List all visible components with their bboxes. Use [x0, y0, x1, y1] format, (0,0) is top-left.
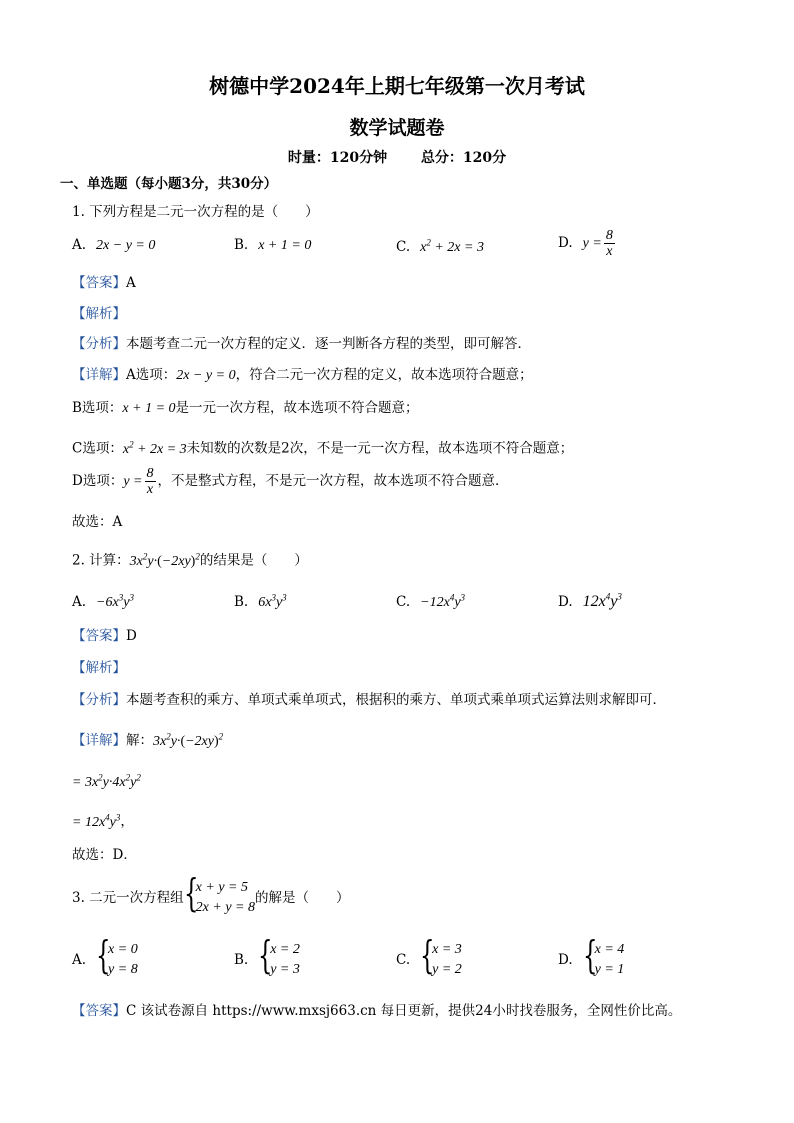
- q1-detail-b: B选项：x + 1 = 0是一元一次方程，故本选项不符合题意；: [72, 400, 419, 416]
- q1-answer: 【答案】A: [72, 275, 136, 291]
- q1-stem: 1. 下列方程是二元一次方程的是（ ）: [72, 204, 319, 220]
- exam-meta: [0, 147, 794, 167]
- q2-option-a: A. $-6x^3y^3$: [72, 592, 134, 610]
- q3-option-b: B. { x = 2 y = 3: [234, 933, 300, 977]
- q3-answer: 【答案】C 该试卷源自 https://www.mxsj663.cn 每日更新，提供24小时找卷服务，全网性价比高。: [72, 1003, 682, 1019]
- q1-choose: 故选：A: [72, 514, 123, 530]
- q3-stem: 3. 二元一次方程组 { x + y = 5 2x + y = 8 的解是（ ）: [72, 878, 350, 918]
- q2-answer: 【答案】D: [72, 628, 137, 644]
- section-heading: 一、单选题（每小题3分，共30分）: [60, 176, 278, 192]
- q2-detail: 【详解】解：$3x^2y\cdot(-2xy)^2$: [72, 731, 224, 749]
- q2-stem: 2. 计算：$3x^2y\cdot(-2xy)^2$的结果是（ ）: [72, 551, 308, 569]
- q1-option-c: C. $x^2 + 2x = 3$: [396, 237, 484, 255]
- q1-option-b: B. x + 1 = 0: [234, 237, 312, 253]
- exam-subject: 数学试题卷: [349, 117, 445, 139]
- q3-option-a: A. { x = 0 y = 8: [72, 933, 138, 977]
- q2-option-c: C. $-12x^4y^3$: [396, 592, 466, 610]
- q3-option-c: C. { x = 3 y = 2: [396, 933, 462, 977]
- q1-detail-d: D选项：y = $\frac{8}{x}$ ，不是整式方程，不是元一次方程，故本选项不符合题意．: [72, 466, 509, 497]
- q3-system: { x + y = 5 2x + y = 8: [183, 871, 255, 915]
- q1-option-a: A. 2x − y = 0: [72, 237, 156, 253]
- q2-step-1: = $3x^2y\cdot 4x^2y^2$: [72, 772, 141, 790]
- q1-fenxi: 【分析】本题考查二元一次方程的定义．逐一判断各方程的类型，即可解答．: [72, 336, 531, 352]
- q3-option-d: D. { x = 4 y = 1: [558, 933, 625, 977]
- total-score: 总分：120分: [420, 150, 507, 166]
- q1-option-d: D. y = $\frac{8}{x}$: [558, 228, 613, 259]
- q2-choose: 故选：D．: [72, 847, 137, 863]
- q2-option-d: D. $12x^4y^3$: [558, 592, 622, 611]
- q2-fenxi: 【分析】本题考查积的乘方、单项式乘单项式，根据积的乘方、单项式乘单项式运算法则求解即可．: [72, 692, 666, 708]
- q2-analysis-label: 【解析】: [72, 660, 126, 676]
- exam-title: 树德中学2024年上期七年级第一次月考试: [209, 74, 585, 98]
- q1-analysis-label: 【解析】: [72, 306, 126, 322]
- q2-step-2: = $12x^4y^3$，: [72, 812, 134, 830]
- q2-option-b: B. $6x^3y^3$: [234, 592, 287, 610]
- q1-detail-a: 【详解】A选项：2x − y = 0，符合二元一次方程的定义，故本选项符合题意；: [72, 367, 533, 383]
- time-limit: 时量：120分钟: [287, 150, 388, 166]
- q1-detail-c: C选项：$x^2 + 2x = 3$未知数的次数是2次，不是一元一次方程，故本选项不符合题意；: [72, 439, 574, 457]
